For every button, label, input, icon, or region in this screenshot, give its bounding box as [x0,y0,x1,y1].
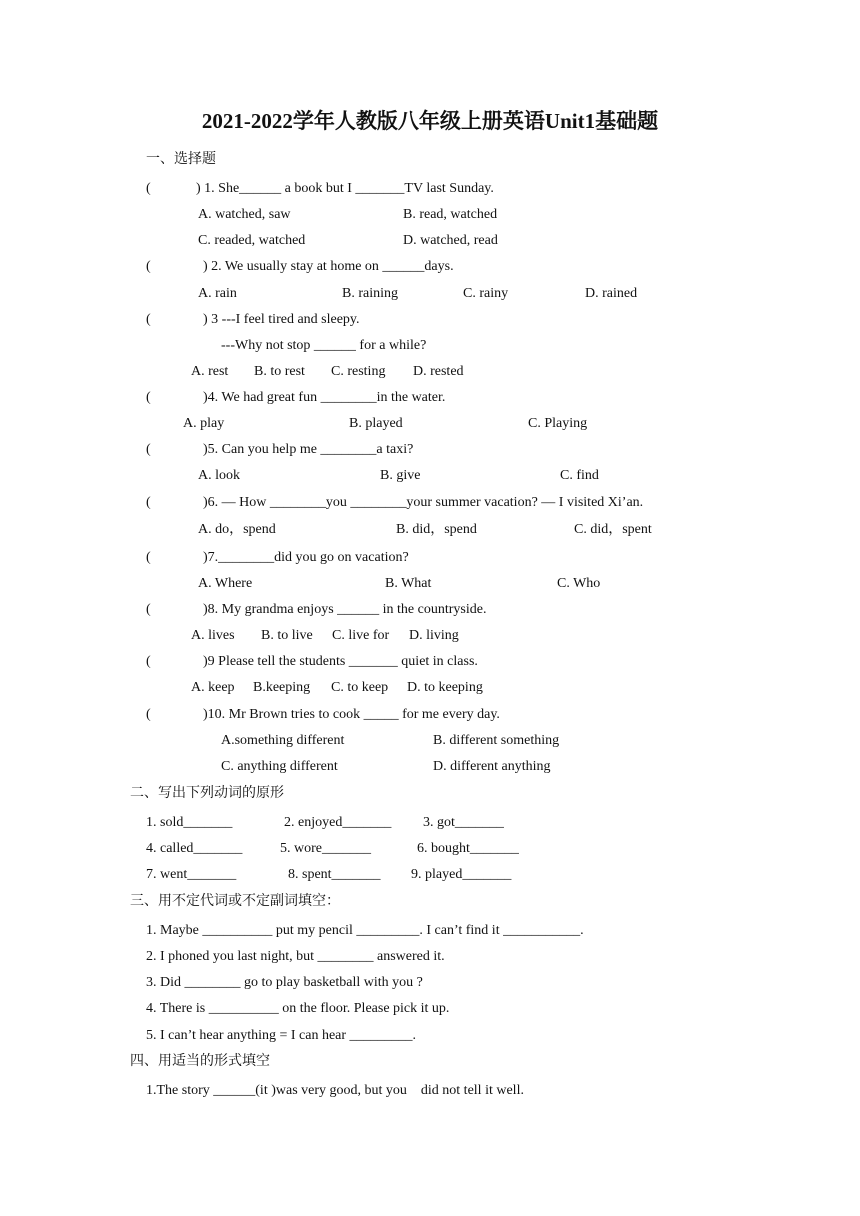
answer-paren: ( [146,442,151,457]
section-heading: 四、用适当的形式填空 [130,1054,270,1069]
question-text: )7.________did you go on vacation? [203,550,409,565]
answer-paren: ( [146,495,151,510]
option: B. raining [342,286,398,301]
fill-item: 4. There is __________ on the floor. Please pick it up. [146,1001,450,1016]
fill-item: 6. bought_______ [417,841,519,856]
question-text: ---Why not stop ______ for a while? [221,338,427,353]
option: B.keeping [253,680,311,695]
option: B. played [349,416,403,431]
fill-item: 1. sold_______ [146,815,233,830]
option: A. play [183,416,225,431]
fill-item: 4. called_______ [146,841,243,856]
fill-item: 3. Did ________ go to play basketball with you ? [146,975,423,990]
fill-item: 3. got_______ [423,815,504,830]
option: C. Playing [528,416,588,431]
option: D. living [409,628,459,643]
option: B. to live [261,628,313,643]
question-text: )4. We had great fun ________in the water. [203,390,446,405]
option: A. watched, saw [198,207,291,222]
option: A. look [198,468,240,483]
option: B. did，spend [396,522,477,537]
fill-item: 5. I can’t hear anything = I can hear _________. [146,1028,417,1043]
option: C. anything different [221,759,338,774]
section-heading: 三、用不定代词或不定副词填空： [130,894,340,909]
option: C. resting [331,364,386,379]
option: D. different anything [433,759,551,774]
option: C. to keep [331,680,389,695]
fill-item: 2. I phoned you last night, but ________ answered it. [146,949,445,964]
option: C. rainy [463,286,509,301]
option: D. to keeping [407,680,483,695]
answer-paren: ( [146,602,151,617]
fill-item: 1.The story ______(it )was very good, but you did not tell it well. [146,1083,524,1098]
question-text: )8. My grandma enjoys ______ in the countryside. [203,602,487,617]
answer-paren: ( [146,259,151,274]
question-text: ) 1. She______ a book but I _______TV last Sunday. [196,181,494,196]
option: B. What [385,576,432,591]
option: A. keep [191,680,235,695]
option: B. read, watched [403,207,498,222]
answer-paren: ( [146,390,151,405]
option: A. lives [191,628,235,643]
option: C. live for [332,628,390,643]
option: D. rained [585,286,638,301]
section-heading: 二、写出下列动词的原形 [130,786,284,801]
option: C. Who [557,576,601,591]
option: A. Where [198,576,253,591]
option: B. different something [433,733,560,748]
question-text: )10. Mr Brown tries to cook _____ for me every day. [203,707,500,722]
option: C. find [560,468,599,483]
option: B. to rest [254,364,305,379]
option: D. rested [413,364,464,379]
answer-paren: ( [146,550,151,565]
question-text: ) 2. We usually stay at home on ______days. [203,259,454,274]
option: A. do，spend [198,522,276,537]
fill-item: 5. wore_______ [280,841,371,856]
option: A. rain [198,286,237,301]
option: B. give [380,468,421,483]
option: C. did，spent [574,522,652,537]
section-heading: 一、选择题 [146,152,216,167]
fill-item: 8. spent_______ [288,867,381,882]
answer-paren: ( [146,654,151,669]
question-text: )5. Can you help me ________a taxi? [203,442,414,457]
question-text: )9 Please tell the students _______ quiet in class. [203,654,478,669]
fill-item: 1. Maybe __________ put my pencil _________. I can’t find it ___________. [146,923,584,938]
option: A. rest [191,364,229,379]
question-text: )6. — How ________you ________your summer vacation? — I visited Xi’an. [203,495,644,510]
fill-item: 7. went_______ [146,867,237,882]
answer-paren: ( [146,181,151,196]
answer-paren: ( [146,707,151,722]
page-title: 2021-2022学年人教版八年级上册英语Unit1基础题 [201,109,659,133]
option: A.something different [221,733,345,748]
question-text: ) 3 ---I feel tired and sleepy. [203,312,360,327]
fill-item: 2. enjoyed_______ [284,815,392,830]
option: C. readed, watched [198,233,306,248]
fill-item: 9. played_______ [411,867,512,882]
answer-paren: ( [146,312,151,327]
option: D. watched, read [403,233,498,248]
